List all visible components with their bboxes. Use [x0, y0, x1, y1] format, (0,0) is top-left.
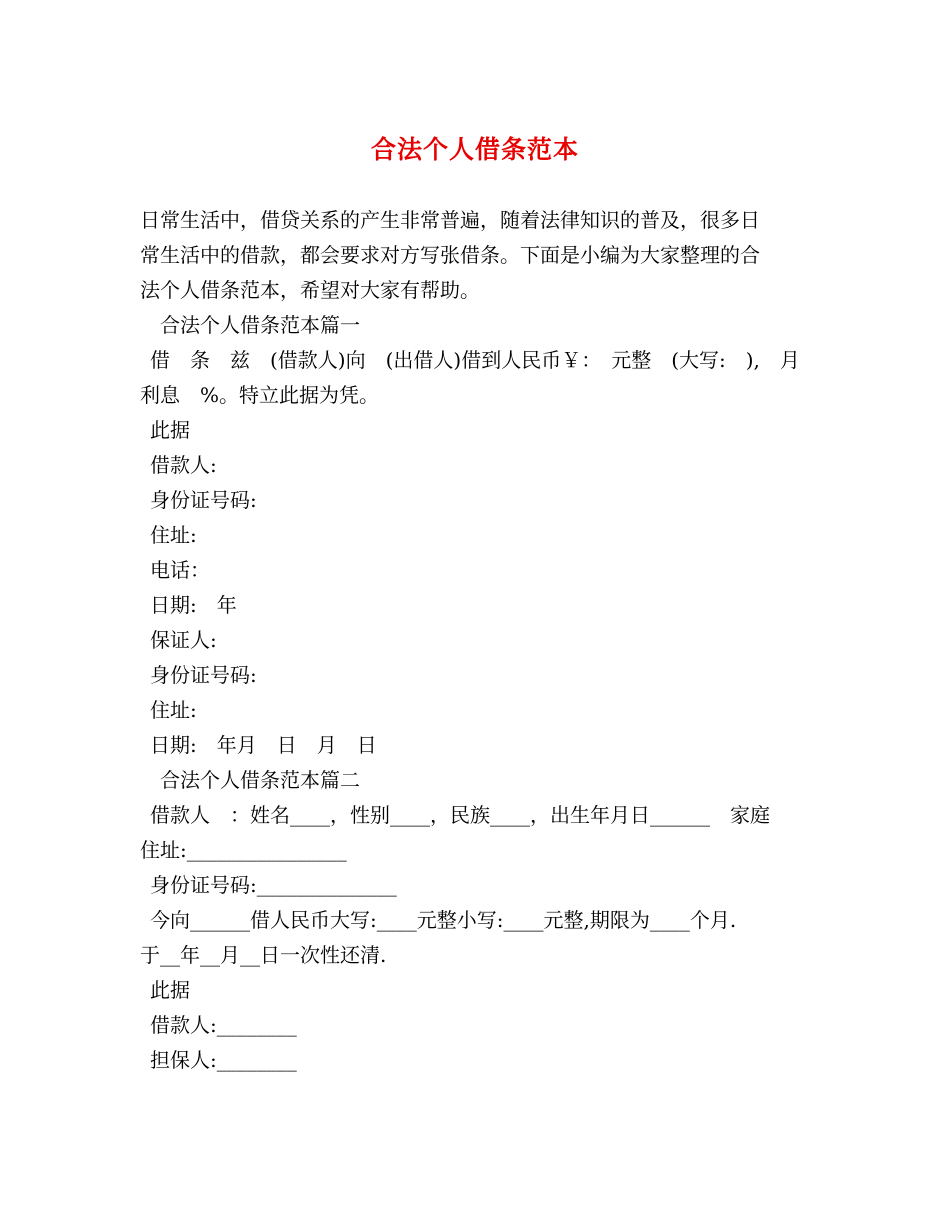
section1-field: 日期: 年月 日 月 日	[150, 733, 377, 757]
section2-field: 担保人:________	[150, 1048, 297, 1072]
section2-field: 借款人:________	[150, 1013, 297, 1037]
intro-line: 常生活中的借款，都会要求对方写张借条。下面是小编为大家整理的合	[140, 243, 760, 267]
section1-body-line: 利息 %。特立此据为凭。	[140, 383, 380, 407]
section1-field: 住址:	[150, 698, 197, 722]
section1-field: 日期: 年	[150, 593, 237, 617]
section2-loan-line: 于__年__月__日一次性还清.	[140, 943, 387, 967]
section1-field: 住址:	[150, 523, 197, 547]
section2-body-line: 住址:________________	[140, 838, 347, 862]
section1-field: 身份证号码:	[150, 663, 257, 687]
section1-field: 此据	[150, 418, 190, 442]
section1-field: 电话：	[150, 558, 210, 582]
document-title: 合法个人借条范本	[370, 135, 579, 164]
intro-line: 日常生活中，借贷关系的产生非常普遍，随着法律知识的普及，很多日	[140, 208, 760, 232]
document-body	[140, 203, 812, 1078]
section2-loan-line: 今向______借人民币大写:____元整小写:____元整,期限为____个月.	[150, 908, 737, 932]
section2-id-line: 身份证号码:______________	[150, 873, 397, 897]
section1-field: 保证人:	[150, 628, 217, 652]
section1-field: 身份证号码:	[150, 488, 257, 512]
section2-body-line: 借款人 ：姓名____，性别____，民族____，出生年月日______ 家庭	[150, 803, 770, 827]
intro-line: 法个人借条范本，希望对大家有帮助。	[140, 278, 480, 302]
section1-field: 借款人:	[150, 453, 217, 477]
section-heading-2: 合法个人借条范本篇二	[160, 768, 360, 792]
section1-body-line: 借 条 兹 (借款人)向 (出借人)借到人民币￥： 元整 (大写: ), 月	[150, 348, 800, 372]
section2-field: 此据	[150, 978, 190, 1002]
section-heading-1: 合法个人借条范本篇一	[160, 313, 360, 337]
